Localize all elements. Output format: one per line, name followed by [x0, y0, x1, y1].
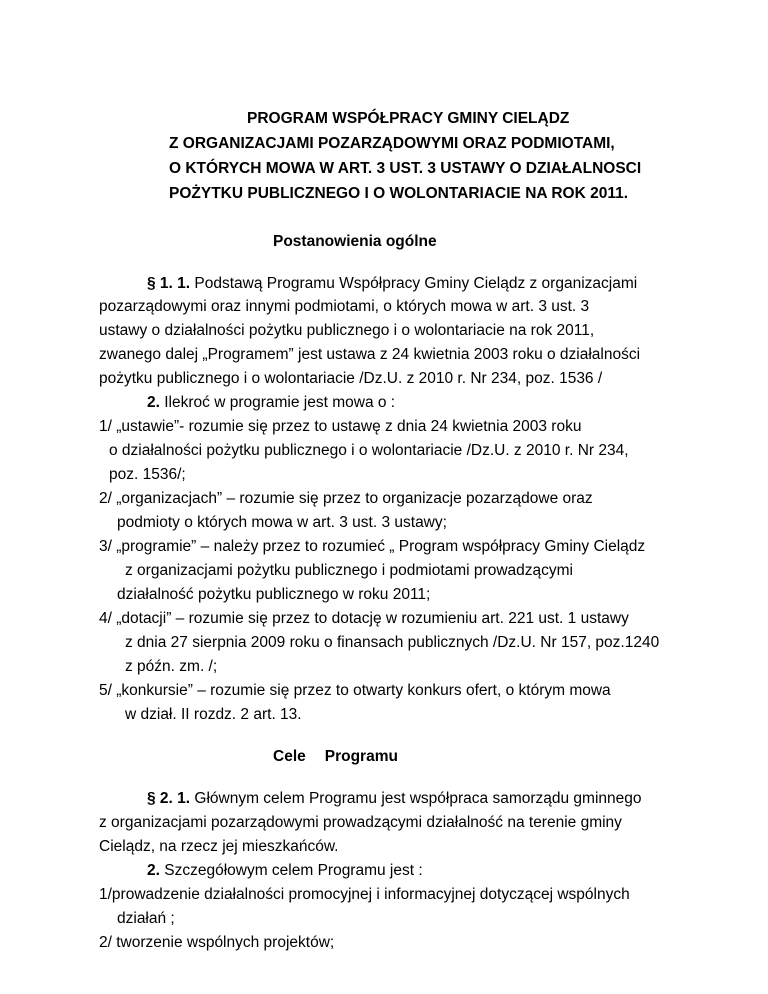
goal-item-1: 1/prowadzenie działalności promocyjnej i informacyjnej dotyczącej wspólnych — [99, 886, 630, 903]
text-line: z późn. zm. /; — [125, 658, 218, 675]
title-line-3: O KTÓRYCH MOWA W ART. 3 UST. 3 USTAWY O DZIAŁALNOSCI — [169, 160, 642, 177]
text-line: pożytku publicznego i o wolontariacie /Dz.U. z 2010 r. Nr 234, poz. 1536 / — [99, 370, 603, 387]
paragraph-text: Szczegółowym celem Programu jest : — [159, 862, 423, 879]
paragraph-number: 2. — [147, 862, 160, 879]
text-line: z dnia 27 sierpnia 2009 roku o finansach publicznych /Dz.U. Nr 157, poz.1240 — [125, 634, 660, 651]
text-line: ustawy o działalności pożytku publicznego i o wolontariacie na rok 2011, — [99, 322, 595, 339]
title-line-2: Z ORGANIZACJAMI POZARZĄDOWYMI ORAZ PODMIOTAMI, — [169, 135, 615, 152]
paragraph-number: § 1. 1. — [147, 275, 191, 292]
heading-word: Cele — [273, 748, 306, 765]
title-line-1: PROGRAM WSPÓŁPRACY GMINY CIELĄDZ — [247, 110, 570, 127]
section-heading-goals — [273, 747, 398, 767]
heading-word: Programu — [324, 748, 398, 765]
text-line: z organizacjami pożytku publicznego i podmiotami prowadzącymi — [125, 562, 573, 579]
title-line-4: POŻYTKU PUBLICZNEGO I O WOLONTARIACIE NA ROK 2011. — [169, 185, 629, 202]
goal-item-2: 2/ tworzenie wspólnych projektów; — [99, 934, 335, 951]
text-line: działalność pożytku publicznego w roku 2011; — [117, 586, 431, 603]
definition-2: 2/ „organizacjach” – rozumie się przez to organizacje pozarządowe oraz — [99, 490, 593, 507]
text-line: w dział. II rozdz. 2 art. 13. — [125, 706, 302, 723]
paragraph-2-1 — [147, 789, 642, 809]
definition-5: 5/ „konkursie” – rozumie się przez to otwarty konkurs ofert, o którym mowa — [99, 682, 611, 699]
text-line: z organizacjami pozarządowymi prowadzącymi działalność na terenie gminy — [99, 814, 622, 831]
text-line: o działalności pożytku publicznego i o wolontariacie /Dz.U. z 2010 r. Nr 234, — [109, 442, 629, 459]
text-line: działań ; — [117, 910, 175, 927]
paragraph-text: Głównym celem Programu jest współpraca samorządu gminnego — [190, 790, 642, 807]
text-line: pozarządowymi oraz innymi podmiotami, o których mowa w art. 3 ust. 3 — [99, 298, 590, 315]
paragraph-2-2 — [147, 861, 423, 881]
paragraph-number: § 2. 1. — [147, 790, 191, 807]
text-line: Cielądz, na rzecz jej mieszkańców. — [99, 838, 339, 855]
text-line: podmioty o których mowa w art. 3 ust. 3 ustawy; — [117, 514, 447, 531]
text-line: zwanego dalej „Programem” jest ustawa z 24 kwietnia 2003 roku o działalności — [99, 346, 641, 363]
paragraph-number: 2. — [147, 394, 160, 411]
paragraph-1-2 — [147, 393, 395, 413]
paragraph-text: Podstawą Programu Współpracy Gminy Cielądz z organizacjami — [190, 275, 638, 292]
section-heading-general: Postanowienia ogólne — [273, 233, 437, 250]
paragraph-1-1 — [147, 274, 637, 294]
paragraph-text: Ilekroć w programie jest mowa o : — [159, 394, 396, 411]
definition-4: 4/ „dotacji” – rozumie się przez to dotację w rozumieniu art. 221 ust. 1 ustawy — [99, 610, 629, 627]
definition-3: 3/ „programie” – należy przez to rozumieć „ Program współpracy Gminy Cielądz — [99, 538, 646, 555]
definition-1: 1/ „ustawie”- rozumie się przez to ustawę z dnia 24 kwietnia 2003 roku — [99, 418, 582, 435]
text-line: poz. 1536/; — [109, 466, 186, 483]
